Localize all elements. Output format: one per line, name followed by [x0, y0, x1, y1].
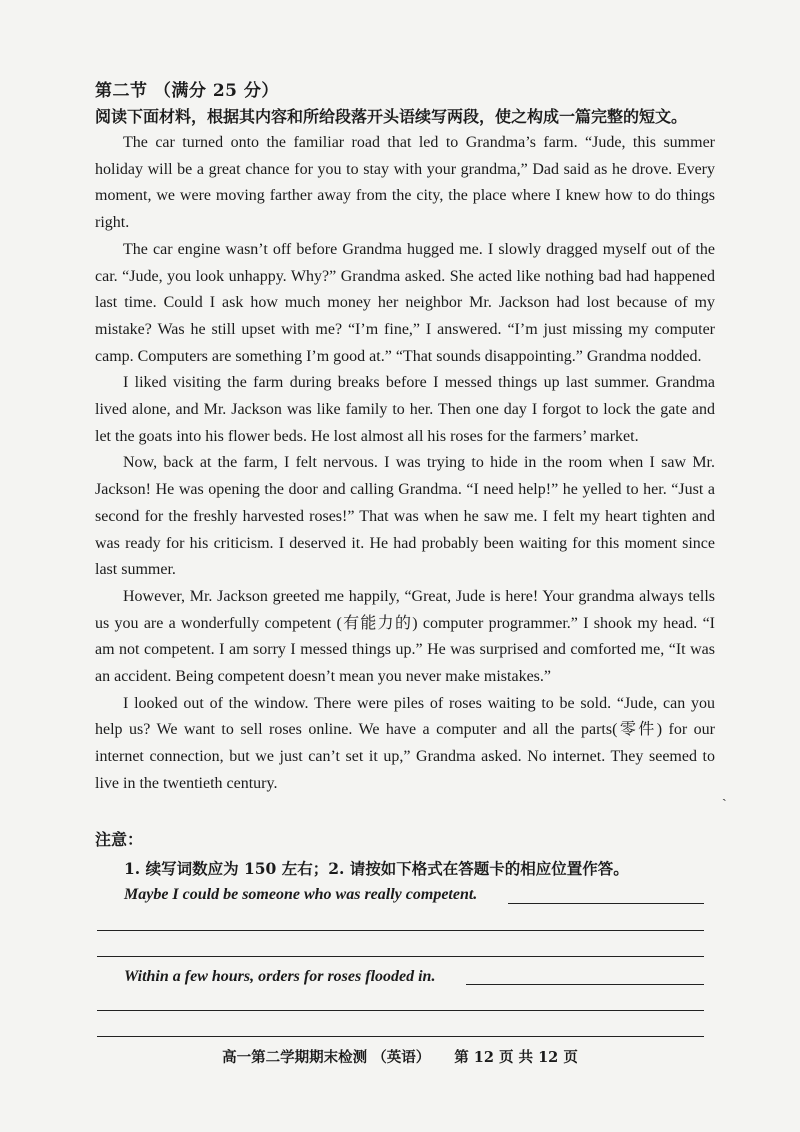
- answer-line: [466, 984, 704, 985]
- footer-exam-name: 高一第二学期期末检测 （英语）: [222, 1049, 431, 1066]
- pen-mark: ˏ: [722, 786, 727, 802]
- page-footer: [0, 1046, 800, 1067]
- section-title: 第二节 （满分 25 分）: [95, 81, 279, 101]
- reading-passage: [95, 130, 715, 798]
- passage-paragraph-4: Now, back at the farm, I felt nervous. I was trying to hide in the room when I saw Mr. Jackson! He was opening the door and calling Grandma. “I need help!” he yelled to her. “Just a second for the freshly harvested roses!” That was when he saw me. I felt my heart tighten and was ready for his criticism. I deserved it. He had probably been waiting for this moment since last summer.: [95, 454, 715, 579]
- answer-line: [97, 956, 704, 957]
- answer-line: [97, 1010, 704, 1011]
- passage-paragraph-6: I looked out of the window. There were piles of roses waiting to be sold. “Jude, can you help us? We want to sell roses online. We have a computer and all the parts(零件) for our internet connection, but we just can’t set it up,” Grandma asked. No internet. They seemed to live in the twentieth century.: [95, 694, 715, 792]
- instruction-text: 阅读下面材料，根据其内容和所给段落开头语续写两段，使之构成一篇完整的短文。: [95, 107, 688, 126]
- answer-line: [97, 1036, 704, 1037]
- notes-label: 注意：: [95, 830, 144, 849]
- passage-paragraph-2: The car engine wasn’t off before Grandma hugged me. I slowly dragged myself out of the car. “Jude, you look unhappy. Why?” Grandma asked. She acted like nothing bad had happened last time. Could I ask how much money her neighbor Mr. Jackson had lost because of my mistake? Was he still upset with me? “I’m fine,” I answered. “I’m just missing my computer camp. Computers are something I’m good at.” “That sounds disappointing.” Grandma nodded.: [95, 240, 715, 365]
- answer-line: [97, 930, 704, 931]
- passage-paragraph-1: The car turned onto the familiar road that led to Grandma’s farm. “Jude, this summer holiday will be a great chance for you to stay with your grandma,” Dad said as he drove. Every moment, we were moving farther away from the city, the place where I knew how to do things right.: [95, 134, 715, 232]
- answer-line: [508, 903, 704, 904]
- continuation-prompt-1: Maybe I could be someone who was really competent.: [124, 886, 478, 903]
- notes-requirements: 1. 续写词数应为 150 左右；2. 请按如下格式在答题卡的相应位置作答。: [124, 859, 629, 878]
- passage-paragraph-5: However, Mr. Jackson greeted me happily, “Great, Jude is here! Your grandma always tells us you are a wonderfully competent (有能力的) computer programmer.” I shook my head. “I am not competent. I am sorry I messed things up.” He was surprised and comforted me, “It was an accident. Being competent doesn’t mean you never make mistakes.”: [95, 587, 715, 686]
- passage-paragraph-3: I liked visiting the farm during breaks before I messed things up last summer. Grandma lived alone, and Mr. Jackson was like family to her. Then one day I forgot to lock the gate and let the goats into his flower beds. He lost almost all his roses for the farmers’ market.: [95, 374, 715, 445]
- continuation-prompt-2: Within a few hours, orders for roses flooded in.: [124, 968, 436, 985]
- footer-page-number: 第 12 页 共 12 页: [454, 1049, 578, 1066]
